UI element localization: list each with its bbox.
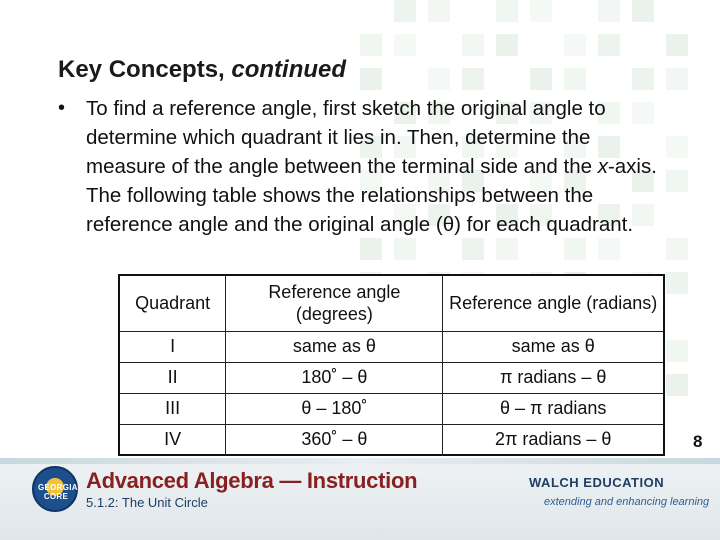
table-header-row [119, 275, 664, 331]
background-tile [666, 272, 688, 294]
background-tile [428, 0, 450, 22]
background-tile [564, 34, 586, 56]
table-cell: IV [119, 424, 226, 455]
title-main: Key Concepts, [58, 56, 232, 83]
background-tile [462, 68, 484, 90]
table-cell: θ – π radians [443, 393, 664, 424]
publisher-logo: WALCH EDUCATION [529, 475, 665, 490]
table-cell: 180˚ – θ [226, 362, 443, 393]
table-cell: same as θ [226, 331, 443, 362]
footer-stripe [0, 458, 720, 464]
background-tile [598, 34, 620, 56]
table-cell: III [119, 393, 226, 424]
background-tile [666, 374, 688, 396]
table-cell: I [119, 331, 226, 362]
bullet-text-x: x [597, 155, 608, 178]
table-cell: π radians – θ [443, 362, 664, 393]
background-tile [428, 68, 450, 90]
background-tile [462, 238, 484, 260]
header-ref-radians: Reference angle (radians) [443, 275, 664, 331]
background-tile [360, 68, 382, 90]
background-tile [530, 0, 552, 22]
bullet-icon: • [58, 97, 66, 119]
background-tile [394, 0, 416, 22]
background-tile [598, 0, 620, 22]
background-tile [564, 68, 586, 90]
bullet-text [86, 94, 658, 239]
background-tile [598, 238, 620, 260]
table-cell: same as θ [443, 331, 664, 362]
table-cell: 360˚ – θ [226, 424, 443, 455]
header-ref-degrees: Reference angle (degrees) [226, 275, 443, 331]
lesson-label: 5.1.2: The Unit Circle [86, 495, 208, 510]
seal-label: GEORGIA CORE [38, 483, 78, 501]
table-row [119, 362, 664, 393]
table-cell: II [119, 362, 226, 393]
background-tile [496, 238, 518, 260]
course-brand: Advanced Algebra — Instruction [86, 468, 418, 493]
background-tile [666, 170, 688, 192]
background-tile [462, 34, 484, 56]
background-tile [632, 68, 654, 90]
background-tile [632, 0, 654, 22]
background-tile [496, 34, 518, 56]
publisher-tagline: extending and enhancing learning [544, 496, 710, 508]
page-title [58, 56, 346, 84]
background-tile [394, 34, 416, 56]
background-tile [360, 238, 382, 260]
table-row [119, 331, 664, 362]
table-row [119, 424, 664, 455]
background-tile [360, 34, 382, 56]
background-tile [666, 136, 688, 158]
bullet-point [58, 94, 658, 239]
table-row [119, 393, 664, 424]
background-tile [666, 34, 688, 56]
background-tile [666, 68, 688, 90]
background-tile [530, 68, 552, 90]
title-continued: continued [231, 56, 347, 83]
background-tile [496, 0, 518, 22]
background-tile [666, 238, 688, 260]
table-cell: 2π radians – θ [443, 424, 664, 455]
background-tile [394, 238, 416, 260]
bullet-text-part2: -axis. The following table shows the relationships between the reference angle and the original angle (θ) for each quadrant. [86, 155, 657, 236]
page-number: 8 [693, 432, 703, 451]
background-tile [666, 340, 688, 362]
table-cell: θ – 180˚ [226, 393, 443, 424]
bullet-text-part1: To find a reference angle, first sketch the original angle to determine which quadrant it lies in. Then, determine the measure of the angle between the terminal side and the [86, 97, 606, 178]
background-tile [564, 238, 586, 260]
reference-angle-table [118, 274, 665, 456]
header-quadrant: Quadrant [119, 275, 226, 331]
